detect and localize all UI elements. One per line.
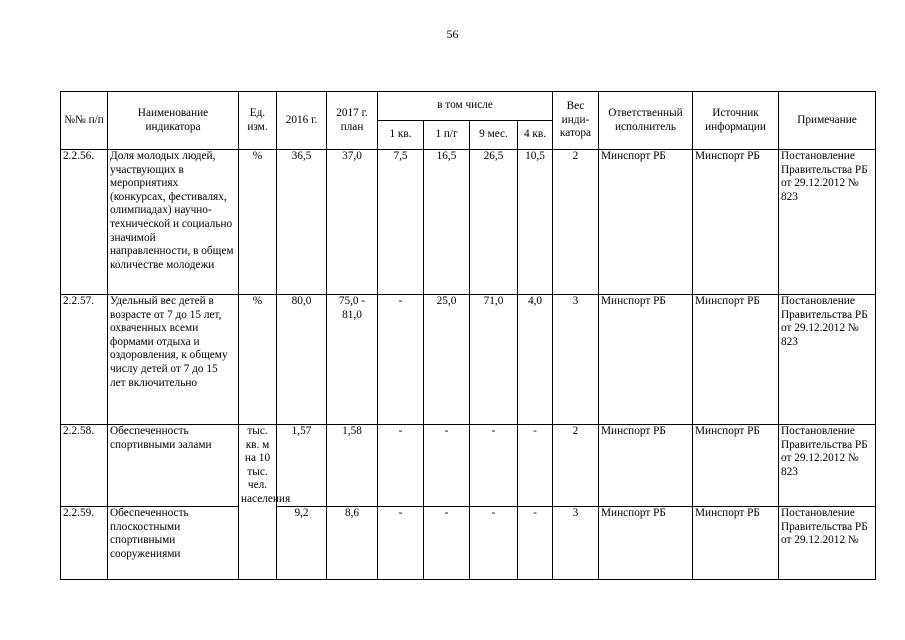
unit: %	[239, 295, 277, 425]
info-source: Минспорт РБ	[693, 150, 779, 295]
header-note: Примечание	[779, 92, 876, 150]
responsible: Минспорт РБ	[599, 295, 693, 425]
header-responsible: Ответственный исполнитель	[599, 92, 693, 150]
indicator-weight: 3	[553, 507, 599, 580]
note: Постановление Правительства РБ от 29.12.2012 № 823	[779, 150, 876, 295]
indicator-weight: 2	[553, 425, 599, 507]
responsible: Минспорт РБ	[599, 150, 693, 295]
value-9-months: 71,0	[470, 295, 518, 425]
value-2017-plan: 37,0	[327, 150, 378, 295]
page-number: 56	[446, 27, 459, 41]
value-2016: 9,2	[277, 507, 327, 580]
value-9-months: -	[470, 507, 518, 580]
info-source: Минспорт РБ	[693, 295, 779, 425]
header-num: №№ п/п	[61, 92, 108, 150]
table-row	[61, 295, 876, 425]
value-9-months: 26,5	[470, 150, 518, 295]
row-number: 2.2.57.	[61, 295, 108, 425]
header-unit: Ед. изм.	[239, 92, 277, 150]
value-2017-plan: 1,58	[327, 425, 378, 507]
note: Постановление Правительства РБ от 29.12.2012 №	[779, 507, 876, 580]
value-half-year: 16,5	[424, 150, 470, 295]
value-q4: 4,0	[518, 295, 553, 425]
indicator-weight: 2	[553, 150, 599, 295]
value-2016: 80,0	[277, 295, 327, 425]
header-q4: 4 кв.	[518, 121, 553, 150]
header-2016: 2016 г.	[277, 92, 327, 150]
value-2017-plan: 75,0 - 81,0	[327, 295, 378, 425]
table-row	[61, 425, 876, 507]
header-2017-plan: 2017 г. план	[327, 92, 378, 150]
value-q1: -	[378, 295, 424, 425]
row-number: 2.2.56.	[61, 150, 108, 295]
header-source: Источник информации	[693, 92, 779, 150]
indicator-name: Доля молодых людей, участвующих в мероприятиях (конкурсах, фестивалях, олимпиадах) научно-технической и социально значимой направленности, в общем количестве молодежи	[108, 150, 239, 295]
indicator-name: Обеспеченность спортивными залами	[108, 425, 239, 507]
value-q4: -	[518, 425, 553, 507]
note: Постановление Правительства РБ от 29.12.2012 № 823	[779, 295, 876, 425]
value-q1: -	[378, 425, 424, 507]
value-q4: 10,5	[518, 150, 553, 295]
indicators-table	[60, 91, 876, 580]
row-number: 2.2.58.	[61, 425, 108, 507]
table-row	[61, 507, 876, 580]
value-q4: -	[518, 507, 553, 580]
header-row-1	[61, 92, 876, 121]
indicator-name: Удельный вес детей в возрасте от 7 до 15 лет, охваченных всеми формами отдыха и оздоровления, к общему числу детей от 7 до 15 лет включительно	[108, 295, 239, 425]
header-9-months: 9 мес.	[470, 121, 518, 150]
value-2016: 36,5	[277, 150, 327, 295]
info-source: Минспорт РБ	[693, 507, 779, 580]
indicator-name: Обеспеченность плоскостными спортивными сооружениями	[108, 507, 239, 580]
unit: %	[239, 150, 277, 295]
row-number: 2.2.59.	[61, 507, 108, 580]
value-half-year: -	[424, 425, 470, 507]
value-q1: 7,5	[378, 150, 424, 295]
info-source: Минспорт РБ	[693, 425, 779, 507]
value-2017-plan: 8,6	[327, 507, 378, 580]
header-including: в том числе	[378, 92, 553, 121]
header-weight: Вес инди-катора	[553, 92, 599, 150]
value-half-year: 25,0	[424, 295, 470, 425]
table-row	[61, 150, 876, 295]
value-half-year: -	[424, 507, 470, 580]
header-name: Наименование индикатора	[108, 92, 239, 150]
unit: тыс. кв. м на 10 тыс. чел. населения	[239, 425, 277, 580]
indicator-weight: 3	[553, 295, 599, 425]
responsible: Минспорт РБ	[599, 507, 693, 580]
value-q1: -	[378, 507, 424, 580]
value-9-months: -	[470, 425, 518, 507]
header-q1: 1 кв.	[378, 121, 424, 150]
note: Постановление Правительства РБ от 29.12.2012 № 823	[779, 425, 876, 507]
responsible: Минспорт РБ	[599, 425, 693, 507]
value-2016: 1,57	[277, 425, 327, 507]
header-half-year: 1 п/г	[424, 121, 470, 150]
